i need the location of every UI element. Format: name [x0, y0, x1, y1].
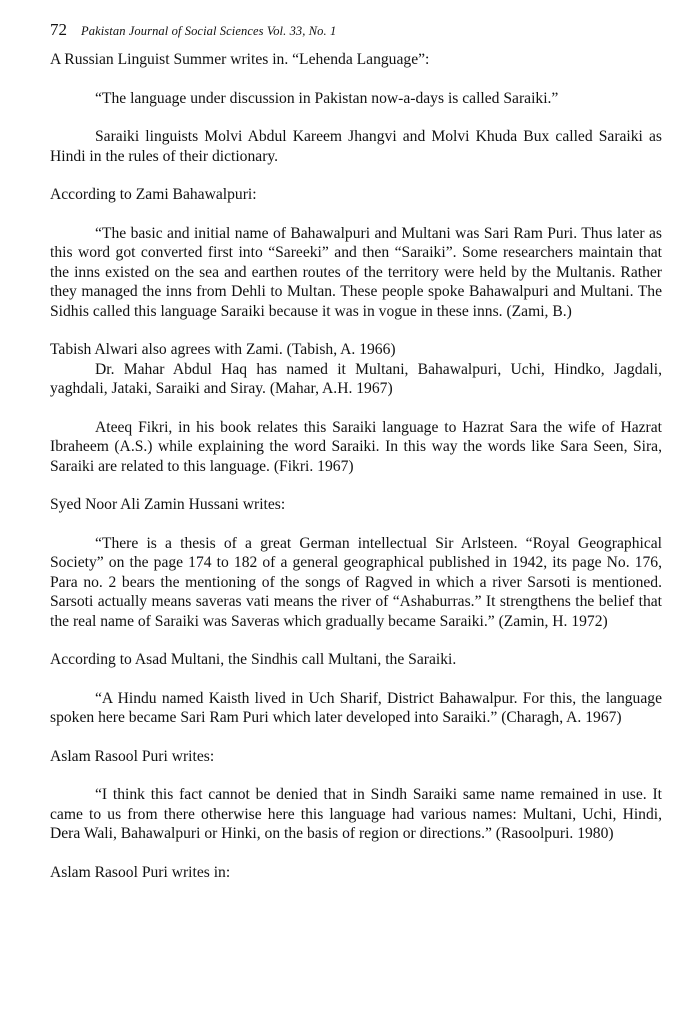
block-quote: “A Hindu named Kaisth lived in Uch Sharif, District Bahawalpur. For this, the language spoken here became Sari Ram Puri which later developed into Saraiki.” (Charagh, A. 1967)	[50, 689, 662, 726]
paragraph: Dr. Mahar Abdul Haq has named it Multani, Bahawalpuri, Uchi, Hindko, Jagdali, yaghdali, Jataki, Saraiki and Siray. (Mahar, A.H. 1967)	[50, 360, 662, 397]
paragraph: Saraiki linguists Molvi Abdul Kareem Jhangvi and Molvi Khuda Bux called Saraiki as Hindi in the rules of their dictionary.	[50, 128, 662, 165]
paragraph: Ateeq Fikri, in his book relates this Saraiki language to Hazrat Sara the wife of Hazrat Ibraheem (A.S.) while explaining the word Saraiki. In this way the words like Sara Seen, Sira, Saraiki are related to this language. (Fikri. 1967)	[50, 418, 662, 475]
body-text	[50, 50, 662, 882]
block-quote: “The language under discussion in Pakistan now-a-days is called Saraiki.”	[95, 89, 559, 107]
block-quote: “The basic and initial name of Bahawalpuri and Multani was Sari Ram Puri. Thus later as this word got converted first into “Sareeki” and then “Saraiki”. Some researchers maintain that the inns existed on the sea and earthen routes of the territory were held by the Multanis. Rather they managed the inns from Dehli to Multan. These people spoke Bahawalpuri and Multani. The Sidhis called this language Saraiki because it was in vogue in these inns. (Zami, B.)	[50, 224, 662, 320]
block-quote: “I think this fact cannot be denied that in Sindh Saraiki same name remained in use. It came to us from there otherwise here this language had various names: Multani, Uchi, Hindi, Dera Wali, Bahawalpuri or Hinki, on the basis of region or directions.” (Rasoolpuri. 1980)	[50, 786, 662, 842]
paragraph: A Russian Linguist Summer writes in. “Lehenda Language”:	[50, 51, 430, 68]
paragraph: According to Zami Bahawalpuri:	[50, 186, 257, 203]
paragraph: Syed Noor Ali Zamin Hussani writes:	[50, 496, 286, 513]
paragraph: According to Asad Multani, the Sindhis call Multani, the Saraiki.	[50, 651, 457, 668]
page-header	[50, 20, 336, 40]
block-quote: “There is a thesis of a great German intellectual Sir Arlsteen. “Royal Geographical Society” on the page 174 to 182 of a general geographical published in 1942, its page No. 176, Para no. 2 bears the mentioning of the songs of Ragved in which a river Sarsoti is mentioned. Sarsoti actually means saveras vati means the river of “Ashaburras.” It strengthens the belief that the real name of Saraiki was Saveras which gradually became Saraiki.” (Zamin, H. 1972)	[50, 534, 662, 630]
paragraph: Aslam Rasool Puri writes:	[50, 747, 215, 765]
page-number: 72	[50, 20, 67, 39]
running-title: Pakistan Journal of Social Sciences Vol. 33, No. 1	[81, 24, 337, 38]
paragraph: Aslam Rasool Puri writes in:	[50, 863, 231, 881]
paragraph: Tabish Alwari also agrees with Zami. (Tabish, A. 1966)	[50, 341, 396, 358]
